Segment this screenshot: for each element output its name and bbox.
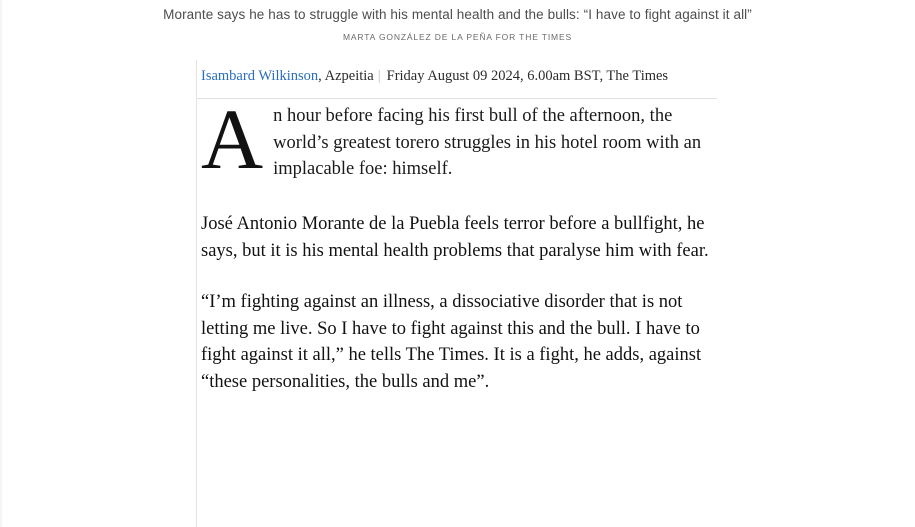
article-text	[197, 91, 717, 395]
image-caption-block	[0, 6, 915, 42]
author-link[interactable]: Isambard Wilkinson	[201, 68, 319, 84]
byline	[197, 62, 717, 99]
author-location: , Azpeitia	[318, 68, 374, 84]
image-credit: MARTA GONZÁLEZ DE LA PEÑA FOR THE TIMES	[342, 31, 572, 42]
page-edge	[0, 0, 2, 527]
paragraph-1-text: n hour before facing his first bull of the afternoon, the world’s greatest torero struggles in his hotel room with an implacable foe: himself.	[273, 106, 702, 179]
byline-dateline: Friday August 09 2024, 6.00am BST, The Times	[386, 68, 669, 84]
paragraph-2: José Antonio Morante de la Puebla feels terror before a bullfight, he says, but it is his mental health problems that paralyse him with fear.	[201, 214, 709, 261]
byline-separator: |	[377, 68, 381, 84]
drop-cap: A	[201, 91, 264, 187]
paragraph-3: “I’m fighting against an illness, a dissociative disorder that is not letting me live. So I have to fight against this and the bull. I have to fight against it all,” he tells The Times. It is a fight, he adds, against “these personalities, the bulls and me”.	[201, 292, 702, 392]
article-body	[197, 62, 717, 420]
image-caption-text: Morante says he has to struggle with his mental health and the bulls: “I have to fight against it all”	[163, 7, 752, 22]
paragraph-1	[201, 91, 717, 187]
